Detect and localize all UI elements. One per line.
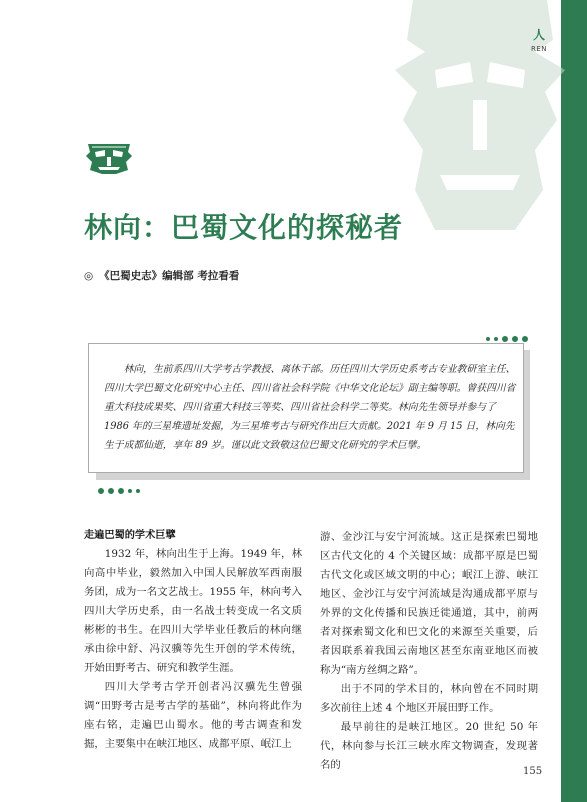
decor-dots-top: [486, 336, 528, 342]
byline-bullet: ◎: [84, 270, 94, 282]
paragraph: 四川大学考古学开创者冯汉骥先生曾强调“田野考古是考古学的基础”，林向将此作为座右铭，走遍巴山蜀水。他的考古调查和发掘，主要集中在峡江地区、成都平原、岷江上: [84, 681, 302, 750]
section-tag: [531, 26, 547, 53]
right-column: [320, 528, 538, 775]
byline: [84, 268, 239, 283]
left-column: [84, 526, 302, 754]
section-tag-zh: 人: [532, 28, 545, 42]
paragraph: 最早前往的是峡江地区。20 世纪 50 年代，林向参与长江三峡水库文物调查，发现著名的: [320, 721, 538, 771]
paragraph: 出于不同的学术目的，林向曾在不同时期多次前往上述 4 个地区开展田野工作。: [320, 683, 538, 714]
bronze-mask-icon: [86, 140, 132, 174]
section-heading: 走遍巴蜀的学术巨擘: [84, 530, 176, 541]
paragraph: 游、金沙江与安宁河流域。这正是探索巴蜀地区古代文化的 4 个关键区域：成都平原是巴蜀古代文化或区域文明的中心；岷江上游、峡江地区、金沙江与安宁河流域是沟通成都平原与外界的文化传播和民族迁徙通道，其中，前两者对探索蜀文化和巴文化的来源至关重要，后者因联系着我国云南地区甚至东南亚地区而被称为“南方丝绸之路”。: [320, 531, 538, 676]
abstract-text: 林向，生前系四川大学考古学教授、离休干部。历任四川大学历史系考古专业教研室主任、四川大学巴蜀文化研究中心主任、四川省社会科学院《中华文化论坛》副主编等职。曾获四川省重大科技成果奖、四川省重大科技三等奖、四川省社会科学二等奖。林向先生领导并参与了 1986 年的三星堆遗址发掘，为三星堆考古与研究作出巨大贡献。2021 年 9 月 15 日，林向先生于成都仙逝，享年 89 岁。谨以此文致敬这位巴蜀文化研究的学术巨擘。: [104, 364, 516, 451]
page-number: 155: [523, 766, 543, 777]
page-title: 林向：巴蜀文化的探秘者: [84, 211, 404, 244]
paragraph: 1932 年，林向出生于上海。1949 年，林向高中毕业，毅然加入中国人民解放军西南服务团，成为一名文艺战士。1955 年，林向考入四川大学历史系，由一名战士转变成一名文质彬彬的书生。在四川大学毕业任教后的林向继承由徐中舒、冯汉骥等先生开创的学术传统，开始田野考古、研究和教学生涯。: [84, 548, 302, 674]
byline-text: 《巴蜀史志》编辑部 考拉看看: [99, 270, 240, 282]
section-tag-en: REN: [530, 45, 547, 53]
decor-dots-bottom: [98, 488, 140, 494]
